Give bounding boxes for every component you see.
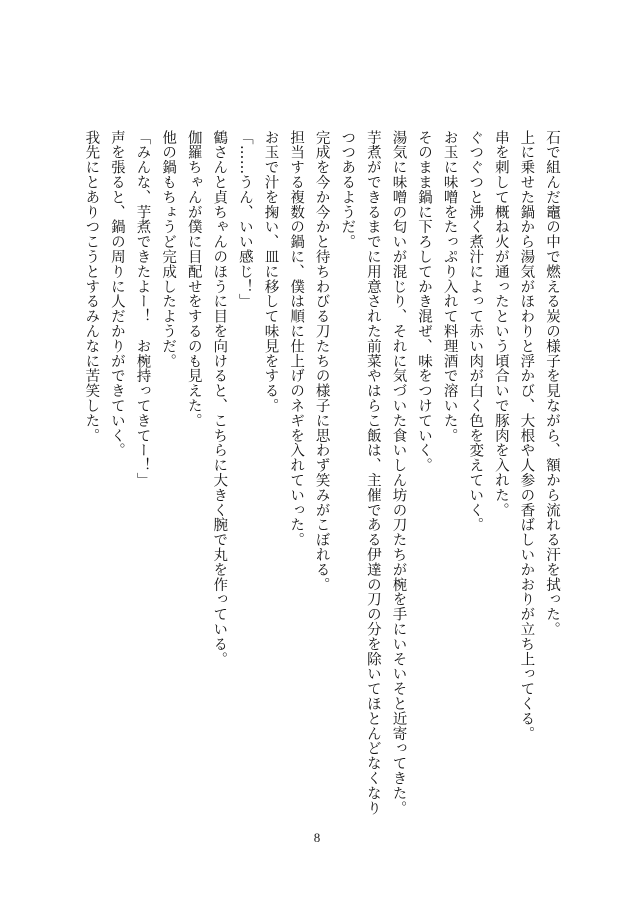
text-line: 「みんな、芋煮できたよー！ お椀持ってきてー！」 — [134, 130, 151, 488]
text-line: 芋煮ができるまでに用意された前菜やはらこ飯は、主催である伊達の刀の分を除いてほとんどなくなり — [364, 130, 381, 816]
text-line: お玉に味噌をたっぷり入れて料理酒で溶いた。 — [441, 130, 458, 443]
text-line: 担当する複数の鍋に、僕は順に仕上げのネギを入れていった。 — [288, 130, 305, 548]
page-number: 8 — [313, 830, 321, 845]
text-line: 湯気に味噌の匂いが混じり、それに気づいた食いしん坊の刀たちが椀を手にいそいそと近寄ってきた。 — [390, 130, 407, 816]
text-line: 他の鍋もちょうど完成したようだ。 — [160, 130, 177, 369]
text-line: 我先にとありつこうとするみんなに苦笑した。 — [83, 130, 100, 443]
text-line: 石で組んだ竈の中で燃える炭の様子を見ながら、額から流れる汗を拭った。 — [544, 130, 560, 637]
text-line: つつあるようだ。 — [339, 130, 356, 250]
text-line: 鶴さんと貞ちゃんのほうに目を向けると、こちらに大きく腕で丸を作っている。 — [211, 130, 228, 667]
text-line: 串を刺して概ね火が通ったという頃合いで豚肉を入れた。 — [492, 130, 509, 518]
text-line: 「……うん、いい感じ！」 — [236, 130, 253, 309]
text-line: お玉で汁を掬い、皿に移して味見をする。 — [262, 130, 279, 414]
text-line: そのまま鍋に下ろしてかき混ぜ、味をつけていく。 — [416, 130, 433, 473]
text-line: 上に乗せた鍋から湯気がほわりと浮かび、大根や人参の香ばしいかおりが立ち上ってくる。 — [518, 130, 535, 741]
vertical-text-body — [78, 130, 564, 816]
text-line: ぐつぐつと沸く煮汁によって赤い肉が白く色を変えていく。 — [467, 130, 484, 533]
text-line: 伽羅ちゃんが僕に目配せをするのも見えた。 — [185, 130, 202, 428]
text-line: 完成を今か今かと待ちわびる刀たちの様子に思わず笑みがこぼれる。 — [313, 130, 330, 592]
text-line: 声を張ると、鍋の周りに人だかりができていく。 — [108, 130, 125, 458]
